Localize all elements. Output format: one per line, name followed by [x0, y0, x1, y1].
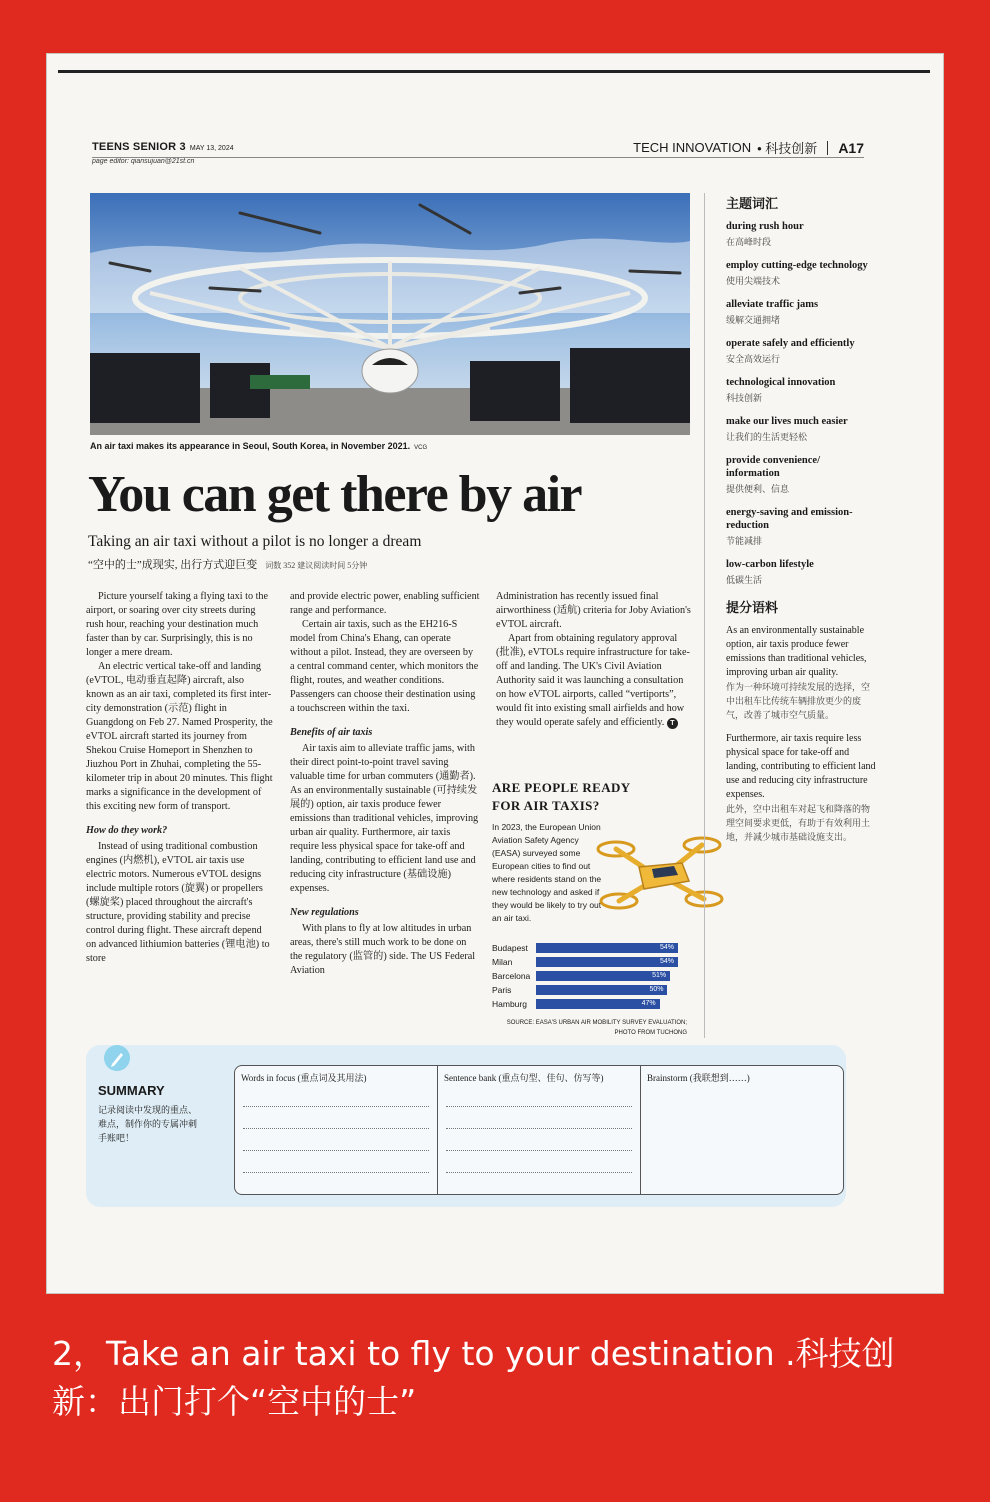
bar — [536, 943, 678, 953]
writing-line — [446, 1172, 632, 1173]
newspaper-page — [46, 53, 944, 1294]
paragraph: Air taxis aim to alleviate traffic jams, with their direct point-to-point travel saving valuable time for urban commuters (通勤者). As an environmentally sustainable (可持续发展的) option, air taxis produce fewer emissions than traditional vehicles, improving urban air quality. Furthermore, air taxis require less physical space for take-off and landing, contributing to efficient land use and reducing city infrastructure (基础设施) expenses. — [290, 743, 479, 894]
bar-category-label: Milan — [492, 957, 513, 967]
bar-value-label: 51% — [652, 972, 667, 979]
vocab-en: operate safely and efficiently — [726, 338, 855, 349]
summary-table — [234, 1065, 844, 1195]
article-column-1 — [86, 590, 274, 966]
sentence-item — [726, 732, 876, 844]
sentences-title: 提分语料 — [726, 600, 779, 615]
article-subhead-cn — [88, 556, 367, 572]
sentence-cn: 作为一种环境可持续发展的选择，空中出租车比传统车辆排放更少的废气，改善了城市空气质量。 — [726, 682, 871, 720]
divider — [827, 141, 828, 155]
writing-line — [243, 1106, 429, 1107]
bar — [536, 985, 667, 995]
vocab-item — [726, 298, 876, 326]
slide-caption — [52, 1330, 952, 1426]
vocab-item — [726, 558, 876, 586]
subheading: New regulations — [290, 907, 359, 918]
air-taxi-photo — [90, 193, 690, 435]
vocab-item — [726, 376, 876, 404]
bar-track — [536, 971, 678, 981]
section-name-cn: • 科技创新 — [757, 141, 818, 156]
article-headline: You can get there by air — [88, 466, 582, 523]
masthead-left — [92, 137, 234, 165]
bar-track — [536, 999, 678, 1009]
writing-line — [446, 1150, 632, 1151]
survey-title — [492, 779, 631, 815]
sentence-list — [726, 624, 876, 844]
vocab-cn: 提供便利、信息 — [726, 484, 790, 494]
bar-value-label: 54% — [659, 958, 674, 965]
survey-description: In 2023, the European Union Aviation Safety Agency (EASA) surveyed some European cities to find out where residents stand on the new technology and asked if they would be likely to try out an air taxi. — [492, 822, 602, 923]
paper-name: TEENS SENIOR 3 — [92, 141, 186, 153]
air-taxi-illustration — [90, 193, 690, 435]
vocab-item — [726, 220, 876, 248]
caption-line-2: 新：出门打个“空中的士” — [52, 1382, 417, 1421]
vocab-en: during rush hour — [726, 221, 804, 232]
writing-line — [446, 1128, 632, 1129]
vocab-en: low-carbon lifestyle — [726, 559, 814, 570]
sentence-item — [726, 624, 876, 722]
sentence-bank-cell[interactable] — [438, 1066, 641, 1194]
paragraph — [496, 632, 692, 730]
words-in-focus-cell[interactable] — [235, 1066, 438, 1194]
sentence-cn: 此外，空中出租车对起飞和降落的物理空间要求更低，有助于有效利用土地，并减少城市基础设施支出。 — [726, 804, 871, 842]
vocab-item — [726, 337, 876, 365]
sidebar — [726, 193, 876, 854]
vocab-list — [726, 220, 876, 586]
vocab-en: technological innovation — [726, 377, 836, 388]
header-rule — [92, 157, 864, 158]
vocab-cn: 让我们的生活更轻松 — [726, 432, 808, 442]
summary-title: SUMMARY — [98, 1083, 165, 1098]
pen-glyph — [104, 1045, 130, 1071]
section-name: TECH INNOVATION — [633, 140, 752, 155]
page-editor: page editor: qiansujuan@21st.cn — [92, 158, 195, 165]
article-subhead: Taking an air taxi without a pilot is no longer a dream — [88, 533, 422, 550]
survey-title-line1: ARE PEOPLE READY — [492, 780, 631, 795]
paragraph: An electric vertical take-off and landing (eVTOL, 电动垂直起降) aircraft, also known as an air taxi, completed its first inter-city demonstration (示范) flight in Guangdong on Feb 27. Named Prosperity, the eVTOL aircraft started its journey from Shekou Cruise Homeport in Shenzhen to Jiuzhou Port in Zhuhai, completing the 55-kilometer trip in about 20 minutes. This flight marks a significance in the development of this exciting new form of transport. — [86, 661, 273, 812]
vocab-cn: 使用尖端技术 — [726, 276, 781, 286]
paragraph: and provide electric power, enabling sufficient range and performance. — [290, 591, 480, 616]
photo-caption — [90, 441, 427, 451]
vocab-cn: 科技创新 — [726, 393, 763, 403]
survey-bar-chart — [492, 941, 678, 1011]
bar-row — [492, 997, 678, 1011]
bar-row — [492, 983, 678, 997]
vocab-item — [726, 454, 876, 495]
sidebar-divider — [704, 193, 705, 1038]
vocab-cn: 节能减排 — [726, 536, 763, 546]
subhead-cn-text: “空中的士”成现实, 出行方式迎巨变 — [88, 559, 258, 571]
bar — [536, 957, 678, 967]
bar-row — [492, 969, 678, 983]
issue-date: MAY 13, 2024 — [189, 145, 234, 152]
writing-line — [243, 1172, 429, 1173]
vocab-cn: 在高峰时段 — [726, 237, 772, 247]
subheading: Benefits of air taxis — [290, 727, 373, 738]
paragraph: Picture yourself taking a flying taxi to the airport, or soaring over city streets during rush hour, reaching your destination much faster than by car. Surprisingly, this is no longer a mere dream. — [86, 591, 269, 658]
caption-text: An air taxi makes its appearance in Seoul, South Korea, in November 2021. — [90, 441, 411, 451]
bar — [536, 971, 670, 981]
writing-line — [243, 1128, 429, 1129]
bar-category-label: Barcelona — [492, 971, 531, 981]
paragraph: Administration has recently issued final airworthiness (适航) criteria for Joby Aviation's eVTOL aircraft. — [496, 591, 691, 630]
paragraph-text: Apart from obtaining regulatory approval (批准), eVTOLs require infrastructure for take-off and landing. The UK's Civil Aviation Authority said it was launching a consultation on how eVTOL airports, called “vertiports”, would fit into existing small airfields and how they would operate safely and efficiently. — [496, 633, 690, 728]
vocab-item — [726, 415, 876, 443]
bar-row — [492, 941, 678, 955]
writing-line — [243, 1150, 429, 1151]
summary-description: 记录阅读中发现的重点、难点，制作你的专属冲刺手账吧！ — [98, 1105, 198, 1143]
end-mark-icon: T — [667, 718, 678, 729]
bar-value-label: 54% — [659, 944, 674, 951]
brainstorm-label: Brainstorm (我联想到……) — [647, 1073, 750, 1083]
sentence-en: Furthermore, air taxis require less physical space for take-off and landing, contributing to efficient land use and reducing city infrastructure expenses. — [726, 733, 876, 800]
vocab-en: make our lives much easier — [726, 416, 848, 427]
page-number: A17 — [838, 139, 864, 156]
vocab-cn: 缓解交通拥堵 — [726, 315, 781, 325]
paragraph: Certain air taxis, such as the EH216-S model from China's Ehang, can operate without a pilot. Instead, they are overseen by a central command center, which monitors the flight, routes, and weather conditions. Passengers can choose their destination using a touchscreen within the taxi. — [290, 619, 479, 714]
bar-category-label: Paris — [492, 985, 512, 995]
sentence-bank-label: Sentence bank (重点句型、佳句、仿写等) — [444, 1073, 604, 1083]
article-column-2 — [290, 590, 480, 978]
article-column-3 — [496, 590, 692, 730]
caption-line-1: 2，Take an air taxi to fly to your destination .科技创 — [52, 1334, 895, 1373]
vocab-cn: 低碳生活 — [726, 575, 763, 585]
bar-value-label: 47% — [641, 1000, 656, 1007]
vocab-en: energy-saving and emission-reduction — [726, 507, 853, 531]
pen-icon — [104, 1045, 130, 1071]
writing-line — [446, 1106, 632, 1107]
bar — [536, 999, 660, 1009]
reading-meta: 词数 352 建议阅读时间 5分钟 — [265, 561, 368, 570]
summary-panel — [86, 1045, 846, 1207]
paragraph: With plans to fly at low altitudes in urban areas, there's still much work to be done on the regulatory (监管的) side. The US Federal Aviation — [290, 923, 476, 976]
vocab-title: 主题词汇 — [726, 196, 779, 211]
survey-title-line2: FOR AIR TAXIS? — [492, 798, 600, 813]
bar-track — [536, 957, 678, 967]
survey-source: SOURCE: EASA'S URBAN AIR MOBILITY SURVEY EVALUATION; PHOTO FROM TUCHONG — [506, 1020, 687, 1036]
bar-value-label: 50% — [649, 986, 664, 993]
paragraph: Instead of using traditional combustion engines (内燃机), eVTOL air taxis use electric motors. Numerous eVTOL designs include multiple rotors (旋翼) or propellers (螺旋桨) placed throughout the aircraft's structure, providing stability and precise control during flight. These aircraft depend on advanced lithiumion batteries (锂电池) to store — [86, 841, 270, 964]
bar-category-label: Budapest — [492, 943, 528, 953]
words-in-focus-label: Words in focus (重点词及其用法) — [241, 1073, 367, 1083]
vocab-en: employ cutting-edge technology — [726, 260, 868, 271]
bar-track — [536, 943, 678, 953]
top-rule — [58, 70, 930, 73]
vocab-item — [726, 259, 876, 287]
sentence-en: As an environmentally sustainable option, air taxis produce fewer emissions than traditional vehicles, improving urban air quality. — [726, 625, 867, 678]
bar-track — [536, 985, 678, 995]
vocab-en: alleviate traffic jams — [726, 299, 819, 310]
vocab-item — [726, 506, 876, 547]
brainstorm-cell[interactable] — [641, 1066, 843, 1194]
vocab-en: provide convenience/ information — [726, 455, 821, 479]
bar-category-label: Hamburg — [492, 999, 527, 1009]
subheading: How do they work? — [86, 825, 168, 836]
bar-row — [492, 955, 678, 969]
vocab-cn: 安全高效运行 — [726, 354, 781, 364]
masthead-right — [633, 138, 864, 157]
photo-credit: VCG — [414, 445, 428, 451]
